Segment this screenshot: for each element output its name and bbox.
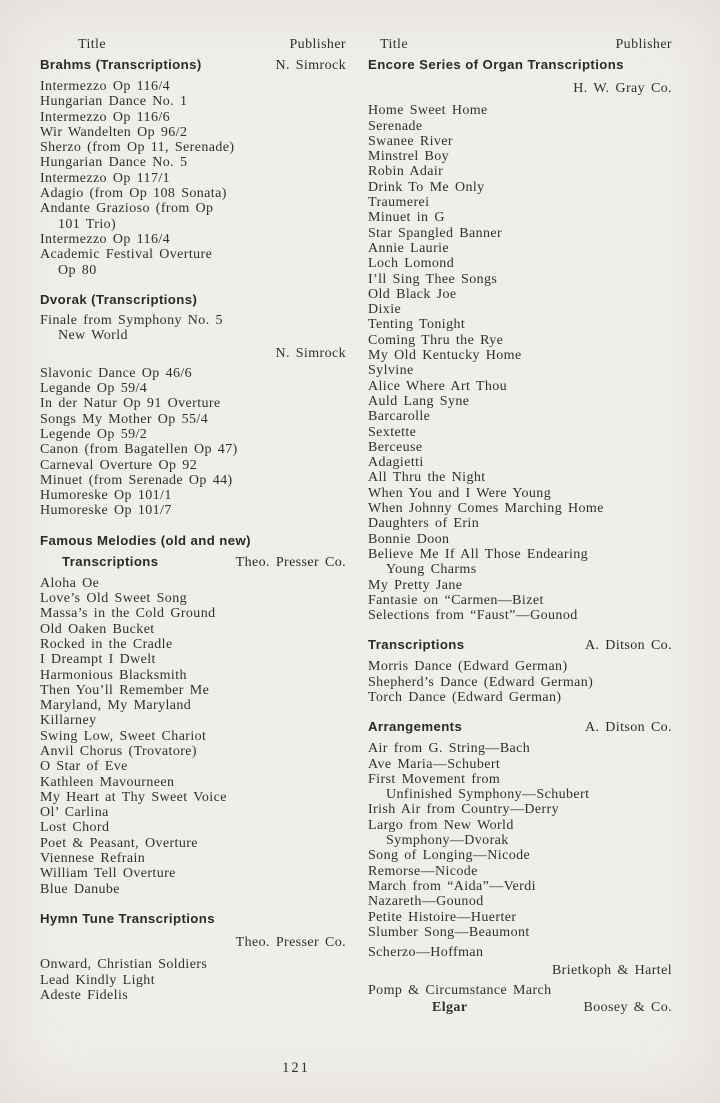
song-title: Sherzo (from Op 11, Serenade) xyxy=(40,140,235,156)
section-heading-row xyxy=(40,911,346,927)
song-title: Massa’s in the Cold Ground xyxy=(40,606,216,622)
song-title: Berceuse xyxy=(368,439,423,455)
song-title: Selections from “Faust”—Gounod xyxy=(368,608,578,624)
song-list xyxy=(40,957,346,1003)
song-title: Carneval Overture Op 92 xyxy=(40,457,198,473)
column-right xyxy=(368,37,672,1015)
song-title: In der Natur Op 91 Overture xyxy=(40,396,221,412)
song-title: Maryland, My Maryland xyxy=(40,698,192,714)
section-heading: Dvorak (Transcriptions) xyxy=(40,291,198,307)
song-title: Irish Air from Country—Derry xyxy=(368,802,560,818)
song-title: Andante Grazioso (from Op xyxy=(40,201,214,217)
section-publisher: A. Ditson Co. xyxy=(585,638,672,654)
song-title: Air from G. String—Bach xyxy=(368,741,531,757)
song-title: Legande Op 59/4 xyxy=(40,381,148,397)
song-title: Loch Lomond xyxy=(368,256,455,272)
song-title: Largo from New World xyxy=(368,817,514,833)
column-header-title: Title xyxy=(78,37,106,52)
song-title: Traumerei xyxy=(368,195,430,211)
song-title: Drink To Me Only xyxy=(368,179,485,195)
song-list xyxy=(368,945,672,960)
section-heading: Encore Series of Organ Transcriptions xyxy=(368,57,624,72)
song-title: Petite Histoire—Huerter xyxy=(368,909,517,925)
column-left xyxy=(40,37,346,1003)
song-title: Viennese Refrain xyxy=(40,851,146,867)
song-title: Adagio (from Op 108 Sonata) xyxy=(40,186,227,202)
column-blocks xyxy=(40,57,346,1003)
song-title: Intermezzo Op 117/1 xyxy=(40,170,171,186)
section-heading: Arrangements xyxy=(368,719,463,735)
song-title: Pomp & Circumstance March xyxy=(368,982,552,998)
song-title: Shepherd’s Dance (Edward German) xyxy=(368,674,594,690)
song-title: Wir Wandelten Op 96/2 xyxy=(40,124,188,140)
section-heading: Hymn Tune Transcriptions xyxy=(40,910,215,926)
publisher-line: Brietkoph & Hartel xyxy=(551,963,672,979)
song-title: Morris Dance (Edward German) xyxy=(368,659,568,675)
publisher-name: Boosey & Co. xyxy=(583,1000,672,1016)
song-title: When You and I Were Young xyxy=(368,485,552,501)
song-title: Daughters of Erin xyxy=(368,516,480,532)
song-title: Kathleen Mavourneen xyxy=(40,774,175,790)
section-heading: Transcriptions xyxy=(368,637,465,653)
song-list xyxy=(40,366,346,519)
song-title: O Star of Eve xyxy=(40,759,128,775)
song-title: Op 80 xyxy=(58,262,97,278)
song-title: Robin Adair xyxy=(368,164,444,180)
song-title: Auld Lang Syne xyxy=(368,393,470,409)
song-title: Torch Dance (Edward German) xyxy=(368,689,562,705)
song-title: Then You’ll Remember Me xyxy=(40,682,210,698)
section-publisher: Theo. Presser Co. xyxy=(235,554,346,570)
column-header-publisher: Publisher xyxy=(289,37,346,52)
song-title: Ave Maria—Schubert xyxy=(368,756,501,772)
song-title: March from “Aida”—Verdi xyxy=(368,878,536,894)
song-title: Blue Danube xyxy=(40,881,120,897)
song-title: Old Black Joe xyxy=(368,286,457,302)
song-title: Swing Low, Sweet Chariot xyxy=(40,728,207,744)
song-title: Song of Longing—Nicode xyxy=(368,848,531,864)
song-title: Poet & Peasant, Overture xyxy=(40,835,198,851)
column-header-title: Title xyxy=(380,37,408,52)
song-title: Bonnie Doon xyxy=(368,531,450,547)
song-list xyxy=(40,313,346,344)
song-title: My Pretty Jane xyxy=(368,577,463,593)
song-title: Academic Festival Overture xyxy=(40,247,213,263)
song-list xyxy=(40,79,346,278)
song-title: Intermezzo Op 116/4 xyxy=(40,231,171,247)
song-title: Hungarian Dance No. 5 xyxy=(40,155,188,171)
song-list xyxy=(368,983,672,998)
song-list xyxy=(368,741,672,940)
section-heading-row xyxy=(368,719,672,736)
composer-name: Elgar xyxy=(432,1000,468,1016)
song-title: My Old Kentucky Home xyxy=(368,348,522,364)
section-publisher: A. Ditson Co. xyxy=(585,720,672,736)
song-title: Humoreske Op 101/1 xyxy=(40,488,172,504)
song-title: Harmonious Blacksmith xyxy=(40,667,187,683)
song-title: Remorse—Nicode xyxy=(368,863,478,879)
song-title: Aloha Oe xyxy=(40,575,100,591)
section-heading-row xyxy=(40,292,346,308)
section-heading-row xyxy=(368,57,672,73)
song-title: I’ll Sing Thee Songs xyxy=(368,271,498,287)
page-number: 121 xyxy=(282,1060,310,1076)
column-header xyxy=(40,37,346,53)
publisher-line: H. W. Gray Co. xyxy=(573,81,672,96)
song-title: Minuet in G xyxy=(368,210,445,226)
section-heading-row xyxy=(40,57,346,74)
song-title: Adagietti xyxy=(368,455,424,471)
song-title: Minstrel Boy xyxy=(368,149,450,165)
song-title: My Heart at Thy Sweet Voice xyxy=(40,789,227,805)
song-title: Ol’ Carlina xyxy=(40,805,109,821)
song-title: Coming Thru the Rye xyxy=(368,332,504,348)
song-title: Anvil Chorus (Trovatore) xyxy=(40,743,197,759)
section-heading: Transcriptions xyxy=(62,553,159,569)
section-heading-row xyxy=(40,554,346,571)
song-title: Intermezzo Op 116/6 xyxy=(40,109,171,125)
song-title: Dixie xyxy=(368,302,402,318)
song-title: Serenade xyxy=(368,118,423,134)
song-title: 101 Trio) xyxy=(58,216,117,232)
song-title: Canon (from Bagatellen Op 47) xyxy=(40,442,238,458)
song-title: Lead Kindly Light xyxy=(40,972,156,988)
song-title: William Tell Overture xyxy=(40,866,176,882)
song-title: I Dreampt I Dwelt xyxy=(40,652,156,668)
section-heading: Famous Melodies (old and new) xyxy=(40,532,251,548)
song-title: First Movement from xyxy=(368,771,501,787)
song-title: Nazareth—Gounod xyxy=(368,894,484,910)
song-list xyxy=(368,659,672,705)
song-title: New World xyxy=(58,328,128,344)
song-title: Annie Laurie xyxy=(368,240,450,256)
song-title: Slumber Song—Beaumont xyxy=(368,924,530,940)
song-title: Fantasie on “Carmen—Bizet xyxy=(368,592,544,608)
column-header xyxy=(368,37,672,53)
song-title: Swanee River xyxy=(368,133,453,149)
song-title: Star Spangled Banner xyxy=(368,225,503,241)
song-title: Rocked in the Cradle xyxy=(40,636,173,652)
song-title: Love’s Old Sweet Song xyxy=(40,591,188,607)
song-title: Slavonic Dance Op 46/6 xyxy=(40,365,193,381)
song-title: Songs My Mother Op 55/4 xyxy=(40,411,209,427)
song-title: Symphony—Dvorak xyxy=(386,833,509,849)
song-title: Home Sweet Home xyxy=(368,103,488,119)
song-list xyxy=(40,576,346,897)
song-title: Humoreske Op 101/7 xyxy=(40,503,172,519)
song-title: Old Oaken Bucket xyxy=(40,621,155,637)
publisher-line: Theo. Presser Co. xyxy=(235,934,346,950)
section-heading-row xyxy=(368,637,672,654)
column-header-publisher: Publisher xyxy=(615,37,672,52)
song-title: Sylvine xyxy=(368,363,414,379)
section-publisher: N. Simrock xyxy=(275,58,346,73)
song-title: Intermezzo Op 116/4 xyxy=(40,79,171,94)
song-title: Lost Chord xyxy=(40,820,110,836)
song-title: Unfinished Symphony—Schubert xyxy=(386,787,590,803)
song-title: Sextette xyxy=(368,424,417,440)
song-title: When Johnny Comes Marching Home xyxy=(368,501,604,517)
song-title: Young Charms xyxy=(386,562,477,578)
song-title: All Thru the Night xyxy=(368,470,486,486)
song-title: Finale from Symphony No. 5 xyxy=(40,312,223,328)
section-heading-row xyxy=(40,533,346,549)
song-title: Adeste Fidelis xyxy=(40,987,129,1003)
song-title: Onward, Christian Soldiers xyxy=(40,957,208,973)
song-title: Hungarian Dance No. 1 xyxy=(40,94,188,110)
composer-publisher-row xyxy=(368,1000,672,1015)
song-title: Killarney xyxy=(40,713,97,729)
publisher-line: N. Simrock xyxy=(275,346,346,362)
song-title: Alice Where Art Thou xyxy=(368,378,508,394)
section-heading: Brahms (Transcriptions) xyxy=(40,57,202,72)
song-title: Tenting Tonight xyxy=(368,317,466,333)
column-blocks xyxy=(368,57,672,1015)
song-title: Barcarolle xyxy=(368,409,431,425)
song-title: Believe Me If All Those Endearing xyxy=(368,546,589,562)
song-title: Legende Op 59/2 xyxy=(40,426,148,442)
song-title: Scherzo—Hoffman xyxy=(368,945,484,961)
song-title: Minuet (from Serenade Op 44) xyxy=(40,472,233,488)
song-list xyxy=(368,103,672,623)
